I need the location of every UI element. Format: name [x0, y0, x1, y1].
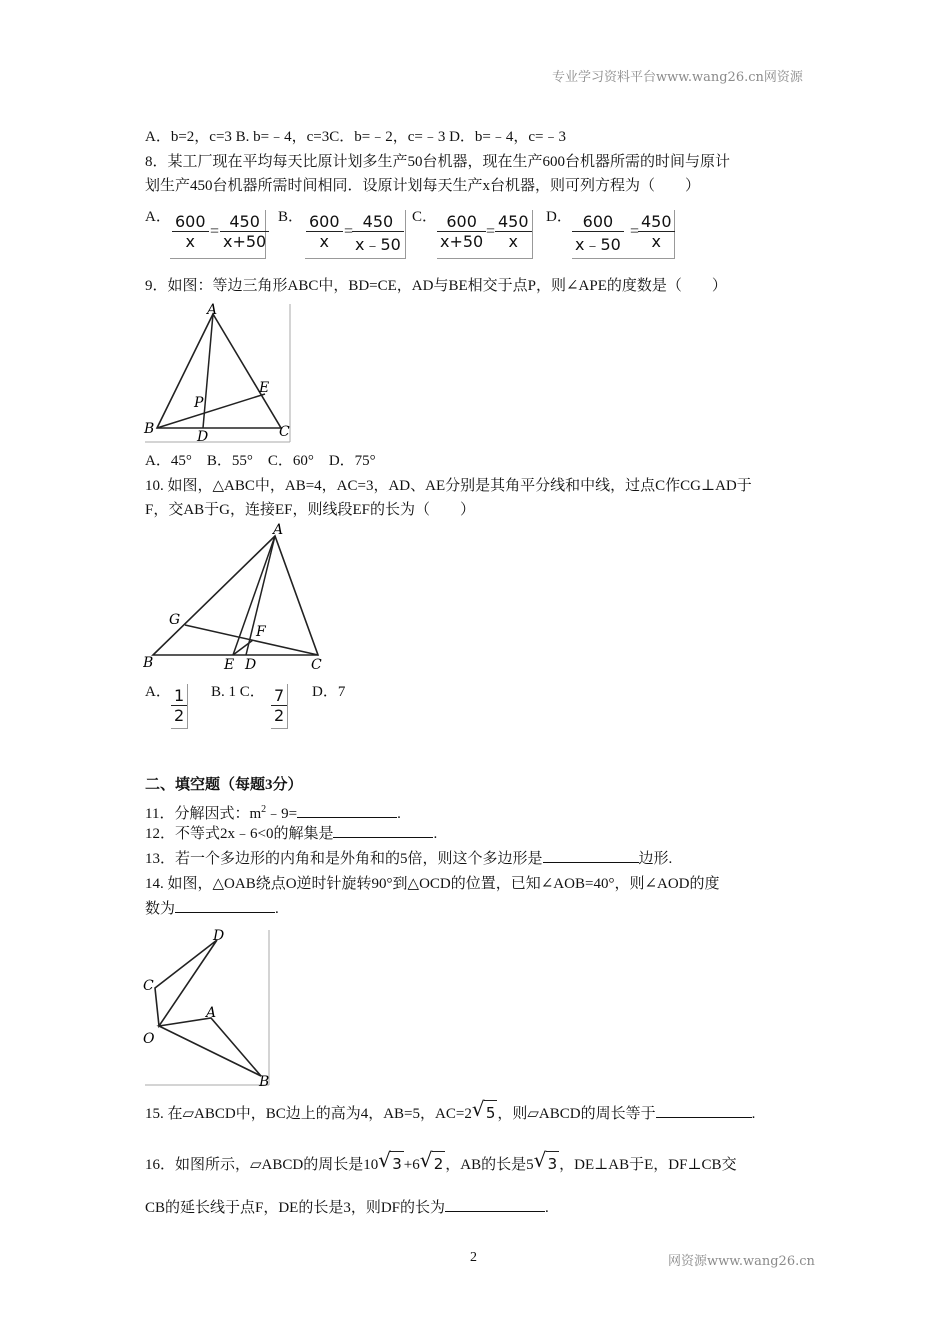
equals-sign: =	[486, 223, 496, 240]
label-g: G	[169, 612, 181, 628]
q9-triangle-figure	[143, 302, 293, 444]
equals-sign: =	[210, 223, 220, 240]
q15	[145, 1097, 756, 1126]
q16-part3: ，AB的长是5	[445, 1157, 534, 1173]
label-c: C	[143, 978, 154, 994]
q8-label-b: B．	[278, 209, 304, 225]
q11-prefix: 11．分解因式：m	[145, 806, 262, 822]
radicand: 3	[546, 1151, 560, 1176]
q8-a-right-fraction	[220, 212, 269, 251]
denominator: x	[638, 231, 675, 251]
q8-label-c: C．	[412, 209, 438, 225]
q8-d-left-fraction	[572, 212, 624, 255]
label-b: B	[144, 421, 155, 437]
q14-line1: 14. 如图，△OAB绕点O逆时针旋转90°到△OCD的位置，已知∠AOB=40°，则∠AOD的度	[145, 876, 720, 892]
q16-end: .	[545, 1200, 549, 1216]
equals-sign: =	[630, 223, 640, 240]
q15-answer-blank[interactable]	[656, 1103, 752, 1118]
q16-part4: ，DE⊥AB于E，DF⊥CB交	[559, 1157, 737, 1173]
q15-suffix: ，则▱ABCD的周长等于	[497, 1106, 656, 1122]
radicand: 5	[484, 1100, 498, 1125]
segment-be	[157, 394, 265, 428]
label-d: D	[197, 429, 209, 444]
q12-prefix: 12．不等式2x﹣6<0的解集是	[145, 826, 334, 842]
q13-prefix: 13．若一个多边形的内角和是外角和的5倍，则这个多边形是	[145, 851, 543, 867]
q16-line2-prefix: CB的延长线于点F，DE的长是3，则DF的长为	[145, 1200, 446, 1216]
q8-c-left-fraction	[437, 212, 486, 251]
denominator: x+50	[437, 231, 486, 251]
label-d: D	[245, 657, 257, 672]
label-d: D	[213, 928, 225, 944]
numerator: 600	[309, 212, 340, 231]
q8-label-a: A．	[145, 209, 171, 225]
q14-rotation-figure	[143, 928, 273, 1090]
q16-answer-blank[interactable]	[445, 1197, 545, 1212]
numerator: 450	[498, 212, 529, 231]
q10-line1: 10. 如图，△ABC中，AB=4，AC=3，AD、AE分别是其角平分线和中线，过点C作CG⊥AD于	[145, 478, 752, 494]
label-o: O	[143, 1031, 155, 1047]
q11-end: .	[397, 806, 401, 822]
radical-icon: √	[471, 1097, 485, 1121]
q8-b-left-fraction	[306, 212, 343, 251]
q11-answer-blank[interactable]	[297, 803, 397, 818]
q10-option-bc-label: B. 1 C．	[211, 684, 265, 700]
q8-d-right-fraction	[638, 212, 675, 251]
label-a: A	[273, 522, 284, 538]
q13-end: 边形.	[638, 851, 673, 867]
q10-fraction-a	[171, 686, 187, 725]
label-b: B	[143, 655, 154, 671]
sqrt-5	[471, 1097, 498, 1125]
denominator: x+50	[220, 231, 269, 251]
denominator: 2	[171, 705, 187, 725]
q8-a-left-fraction	[172, 212, 209, 251]
q12	[145, 822, 437, 846]
q9-stem: 9．如图：等边三角形ABC中，BD=CE，AD与BE相交于点P，则∠APE的度数是（ ）	[145, 278, 727, 294]
q7-options: A．b=2，c=3 B. b=﹣4，c=3C．b=﹣2，c=﹣3 D．b=﹣4，c=﹣3	[145, 129, 566, 145]
q13	[145, 847, 672, 871]
sqrt-3	[533, 1148, 560, 1176]
equals-sign: =	[344, 223, 354, 240]
q16-line1	[145, 1148, 737, 1177]
q14-line2	[145, 897, 279, 921]
q10-option-a-label: A．	[145, 684, 171, 700]
q8-b-right-fraction	[352, 212, 404, 255]
q12-end: .	[433, 826, 438, 842]
radicand: 2	[432, 1151, 446, 1176]
q11-exponent: 2	[261, 804, 267, 815]
q16-part2: +6	[403, 1157, 420, 1173]
triangle-oab	[159, 1018, 261, 1076]
label-e: E	[259, 380, 270, 396]
numerator: 450	[229, 212, 260, 231]
header-site: 专业学习资料平台www.wang26.cn网资源	[552, 70, 803, 85]
radicand: 3	[390, 1151, 404, 1176]
label-c: C	[279, 424, 290, 440]
denominator: 2	[271, 705, 287, 725]
numerator: 600	[175, 212, 206, 231]
q14-end: .	[275, 901, 279, 917]
label-b: B	[259, 1074, 270, 1090]
q10-triangle-figure	[143, 522, 328, 672]
q8-label-d: D．	[546, 209, 572, 225]
q15-prefix: 15. 在▱ABCD中，BC边上的高为4，AB=5，AC=2	[145, 1106, 472, 1122]
triangle-abc	[157, 314, 281, 428]
label-c: C	[311, 657, 322, 672]
q15-end: .	[751, 1106, 756, 1122]
numerator: 450	[362, 212, 394, 231]
q13-answer-blank[interactable]	[543, 848, 639, 863]
numerator: 450	[641, 212, 672, 231]
label-a: A	[207, 302, 218, 318]
numerator: 7	[274, 686, 285, 705]
numerator: 600	[446, 212, 477, 231]
q12-answer-blank[interactable]	[333, 823, 433, 838]
q9-options: A．45° B．55° C．60° D．75°	[145, 453, 376, 469]
sqrt-3	[378, 1148, 404, 1176]
q14-prefix: 数为	[145, 901, 176, 917]
q10-fraction-c	[271, 686, 287, 725]
radical-icon: √	[533, 1148, 547, 1172]
label-f: F	[256, 624, 266, 640]
radical-icon: √	[419, 1148, 433, 1172]
q8-line1: 8．某工厂现在平均每天比原计划多生产50台机器，现在生产600台机器所需的时间与原计	[145, 154, 731, 170]
denominator: x﹣50	[352, 231, 404, 255]
sqrt-2	[419, 1148, 446, 1176]
q10-line2: F，交AB于G，连接EF，则线段EF的长为（ ）	[145, 502, 476, 518]
q16-line2	[145, 1196, 549, 1220]
numerator: 1	[174, 686, 185, 705]
denominator: x	[172, 231, 209, 251]
q16-part1: 16．如图所示，▱ABCD的周长是10	[145, 1157, 379, 1173]
footer-site: 网资源www.wang26.cn	[668, 1254, 815, 1269]
radical-icon: √	[378, 1148, 391, 1172]
label-p: P	[194, 395, 204, 411]
q10-option-d-label: D．7	[312, 684, 346, 700]
q11-suffix: ﹣9=	[266, 806, 298, 822]
page-number: 2	[470, 1250, 477, 1265]
numerator: 600	[582, 212, 614, 231]
q14-answer-blank[interactable]	[175, 898, 275, 913]
denominator: x	[306, 231, 343, 251]
denominator: x	[495, 231, 532, 251]
label-e: E	[224, 657, 235, 672]
section2-title: 二、填空题（每题3分）	[145, 777, 303, 793]
q8-line2: 划生产450台机器所需时间相同．设原计划每天生产x台机器，则可列方程为（ ）	[145, 178, 701, 194]
q8-c-right-fraction	[495, 212, 532, 251]
label-a: A	[206, 1005, 217, 1021]
denominator: x﹣50	[572, 231, 624, 255]
